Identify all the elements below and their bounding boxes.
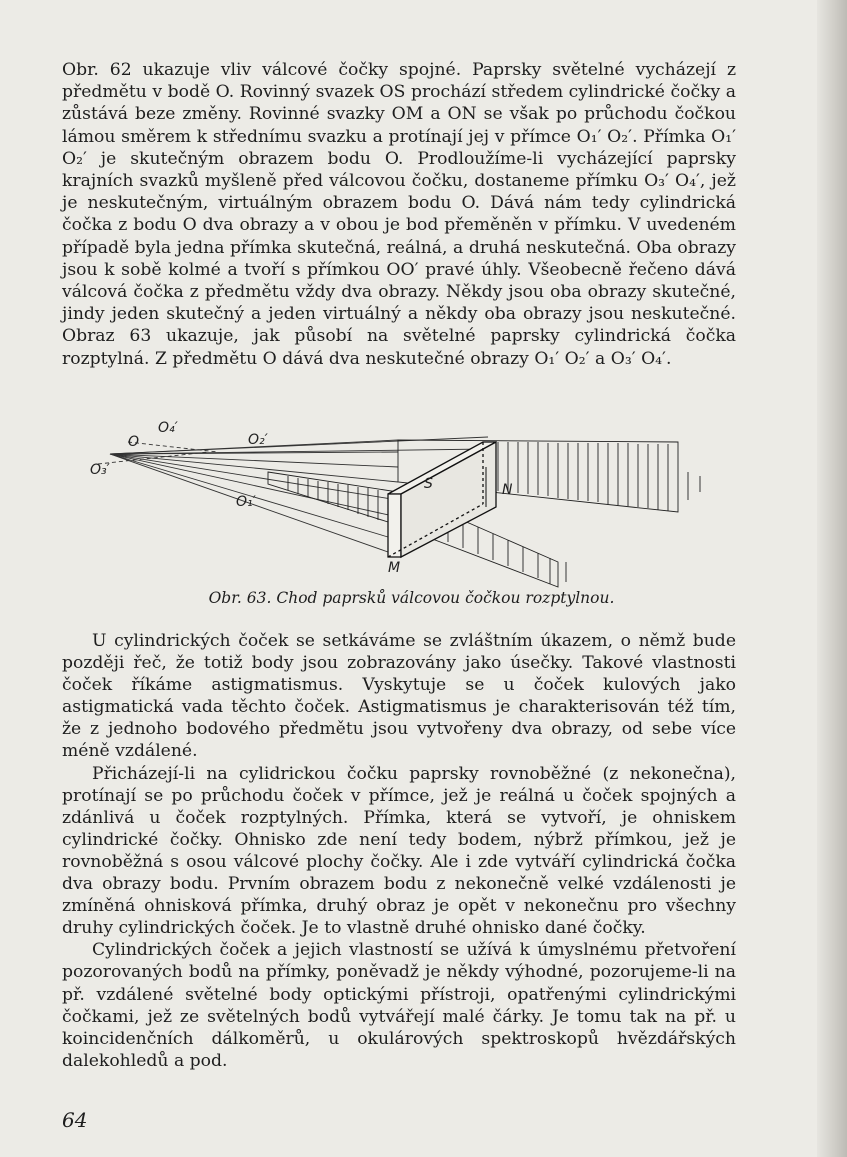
bottom-text xyxy=(62,630,736,1072)
label-o4: O₄′ xyxy=(158,420,178,436)
label-s: S xyxy=(424,476,433,492)
top-text xyxy=(62,59,736,370)
label-n: N xyxy=(502,482,513,498)
cylindrical-lens xyxy=(388,442,496,557)
label-o1: O₁′ xyxy=(236,494,256,510)
paragraph-astigmatism: U cylindrických čoček se setkáváme se zvláštním úkazem, o němž bude později řeč, že totiž body jsou zobrazovány jako úsečky. Takové vlastnosti čoček říkáme astigmatismus. Vyskytuje se u čoček kulových jako astigmatická vada těchto čoček. Astigmatismus je charakterisován též tím, že z jednoho bodového předmětu jsou vytvořeny dva obrazy, od sebe více méně vzdálené. xyxy=(62,631,736,762)
paragraph-figure-62: Obr. 62 ukazuje vliv válcové čočky spojné. Paprsky světelné vycházejí z předmětu v bodě O. Rovinný svazek OS prochází středem cylindrické čočky a zůstává beze změny. Rovinné svazky OM a ON se však po průchodu čočkou lámou směrem k střednímu svazku a protínají jej v přímce O₁′ O₂′. Přímka O₁′ O₂′ je skutečným obrazem bodu O. Prodloužíme-li vycházející paprsky krajních svazků myšleně před válcovou čočku, dostaneme přímku O₃′ O₄′, jež je neskutečným, virtuálným obrazem bodu O. Dává nám tedy cylindrická čočka z bodu O dva obrazy a v obou je bod přeměněn v přímku. V uvedeném případě byla jedna přímka skutečná, reálná, a druhá neskutečná. Oba obrazy jsou k sobě kolmé a tvoří s přímkou OO′ pravé úhly. Všeobecně řečeno dává válcová čočka z předmětu vždy dva obrazy. Někdy jsou oba obrazy skutečné, jindy jeden skutečný a jeden virtuálný a někdy oba obrazy jsou neskutečné. Obraz 63 ukazuje, jak působí na světelné paprsky cylindrická čočka rozptylná. Z předmětu O dává dva neskutečné obrazy O₁′ O₂′ a O₃′ O₄′. xyxy=(62,60,736,369)
figure-caption: Obr. 63. Chod paprsků válcovou čočkou rozptylnou. xyxy=(208,589,615,607)
label-m: M xyxy=(388,560,401,576)
figure-63-diagram xyxy=(88,412,728,592)
label-o: O xyxy=(128,434,140,450)
page-edge-shadow xyxy=(817,0,847,1157)
paragraph-parallel-rays: Přicházejí-li na cylidrickou čočku paprsky rovnoběžné (z nekonečna), protínají se po průchodu čoček v přímce, jež je reálná u čoček spojných a zdánlivá u čoček rozptylných. Přímka, která se vytvoří, je ohniskem cylindrické čočky. Ohnisko zde není tedy bodem, nýbrž přímkou, jež je rovnoběžná s osou válcové plochy čočky. Ale i zde vytváří cylindrická čočka dva obrazy bodu. Prvním obrazem bodu z nekonečně velké vzdálenosti je zmíněná ohnisková přímka, druhý obraz je opět v nekonečnu pro všechny druhy cylindrických čoček. Je to vlastně druhé ohnisko dané čočky. xyxy=(62,763,736,939)
label-o3: O₃′ xyxy=(90,462,110,478)
paragraph-uses: Cylindrických čoček a jejich vlastností se užívá k úmyslnému přetvoření pozorovaných bodů na přímky, poněvadž je někdy výhodné, pozorujeme-li na př. vzdálené světelné body optickými přístroji, opatřenými cylindrickými čočkami, jež ze světelných bodů vytvářejí malé čárky. Je tomu tak na př. u koincidenčních dálkoměrů, u okulárových spektroskopů hvězdářských dalekohledů a pod. xyxy=(62,940,736,1071)
label-o2: O₂′ xyxy=(248,432,268,448)
page-number: 64 xyxy=(62,1108,88,1132)
